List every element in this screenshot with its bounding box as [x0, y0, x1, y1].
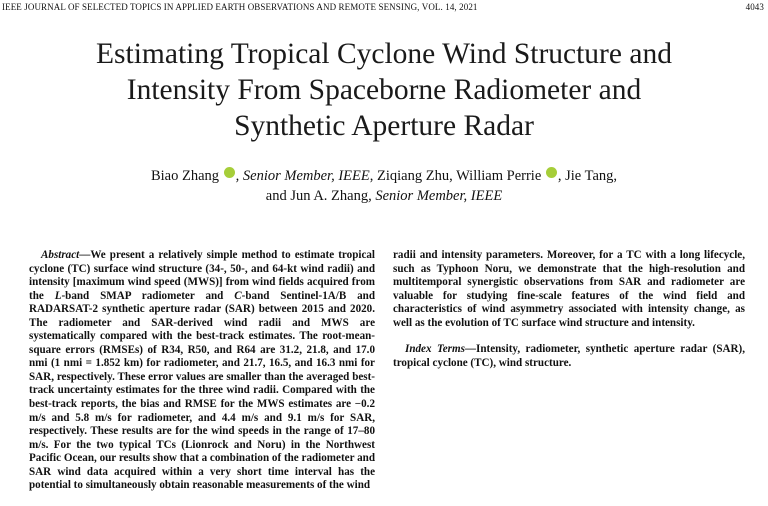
- abstract-paragraph: [29, 249, 375, 493]
- running-header: [2, 1, 764, 13]
- abstract-continuation: [393, 249, 745, 330]
- abstract-text-continued: radii and intensity parameters. Moreover, for a TC with a long lifecycle, such as Typhoon Noru, we demonstrate that the high-resolution and multitemporal synergistic observations from SAR and radiometer are valuable for studying fine-scale features of the wind field and characteristics of wind asymmetry associated with intensity change, as well as the evolution of TC surface wind structure and intensity.: [393, 249, 745, 329]
- abstract-text-1: We present a relatively simple method to estimate tropical cyclone (TC) surface wind structure (34-, 50-, and 64-kt wind radii) and intensity [maximum wind speed (MWS)] from wind fields acquired from the: [29, 249, 375, 302]
- abstract-italic-c: C: [234, 289, 242, 302]
- index-terms-dash: —: [464, 343, 477, 356]
- author-name: and Jun A. Zhang: [265, 188, 369, 204]
- author-role: , Senior Member, IEEE: [368, 188, 503, 204]
- author-role: , Senior Member, IEEE: [235, 168, 370, 184]
- title-line-1: Estimating Tropical Cyclone Wind Structure and: [96, 38, 672, 70]
- abstract-italic-l: L: [54, 289, 62, 302]
- abstract-dash: —: [79, 249, 91, 261]
- author-list: [0, 166, 768, 206]
- index-terms-text: Intensity, radiometer, synthetic aperture radar (SAR), tropical cyclone (TC), wind structure.: [393, 343, 745, 369]
- author-line-1: [0, 166, 768, 186]
- author-name: , Jie Tang,: [557, 168, 618, 184]
- abstract-text-3: -band Sentinel-1A/B and RADARSAT-2 synthetic aperture radar (SAR) between 2015 and 2020. The radiometer and SAR-derived wind radii and MWS are systematically compared with the best-track estimates. The root-mean-square errors (RMSEs) of R34, R50, and R64 are 31.2, 21.8, and 17.0 nmi (1 nmi = 1.852 km) for radiometer, and 21.7, 16.5, and 16.3 nmi for SAR, respectively. These error values are smaller than the averaged best-track uncertainty estimates for the three wind radii. Compared with the best-track reports, the bias and RMSE for the MWS estimates are −0.2 m/s and 5.8 m/s for radiometer, and 4.4 m/s and 9.1 m/s for SAR, respectively. These results are for the wind speeds in the range of 17–80 m/s. For the two typical TCs (Lionrock and Noru) in the Northwest Pacific Ocean, our results show that a combination of the radiometer and SAR wind data acquired within a very short time interval has the potential to simultaneously obtain reasonable measurements of the wind: [29, 289, 376, 492]
- title-line-3: Synthetic Aperture Radar: [234, 110, 534, 142]
- orcid-icon[interactable]: [224, 167, 235, 178]
- abstract-label: Abstract: [41, 249, 80, 261]
- abstract-column-left: [29, 249, 375, 493]
- index-terms-label: Index Terms: [405, 343, 465, 356]
- abstract-column-right: [393, 249, 745, 370]
- page-number: 4043: [745, 2, 764, 12]
- abstract-text-2: -band SMAP radiometer and: [61, 289, 235, 302]
- author-name: Biao Zhang: [150, 168, 220, 184]
- journal-name: IEEE JOURNAL OF SELECTED TOPICS IN APPLIED EARTH OBSERVATIONS AND REMOTE SENSING, VOL. 14, 2021: [2, 2, 478, 12]
- orcid-icon[interactable]: [546, 167, 557, 178]
- index-terms-paragraph: [393, 343, 745, 370]
- author-name: , Ziqiang Zhu, William Perrie: [369, 168, 542, 184]
- title-line-2: Intensity From Spaceborne Radiometer and: [126, 74, 642, 106]
- paper-title: [0, 36, 768, 144]
- author-line-2: [0, 186, 768, 206]
